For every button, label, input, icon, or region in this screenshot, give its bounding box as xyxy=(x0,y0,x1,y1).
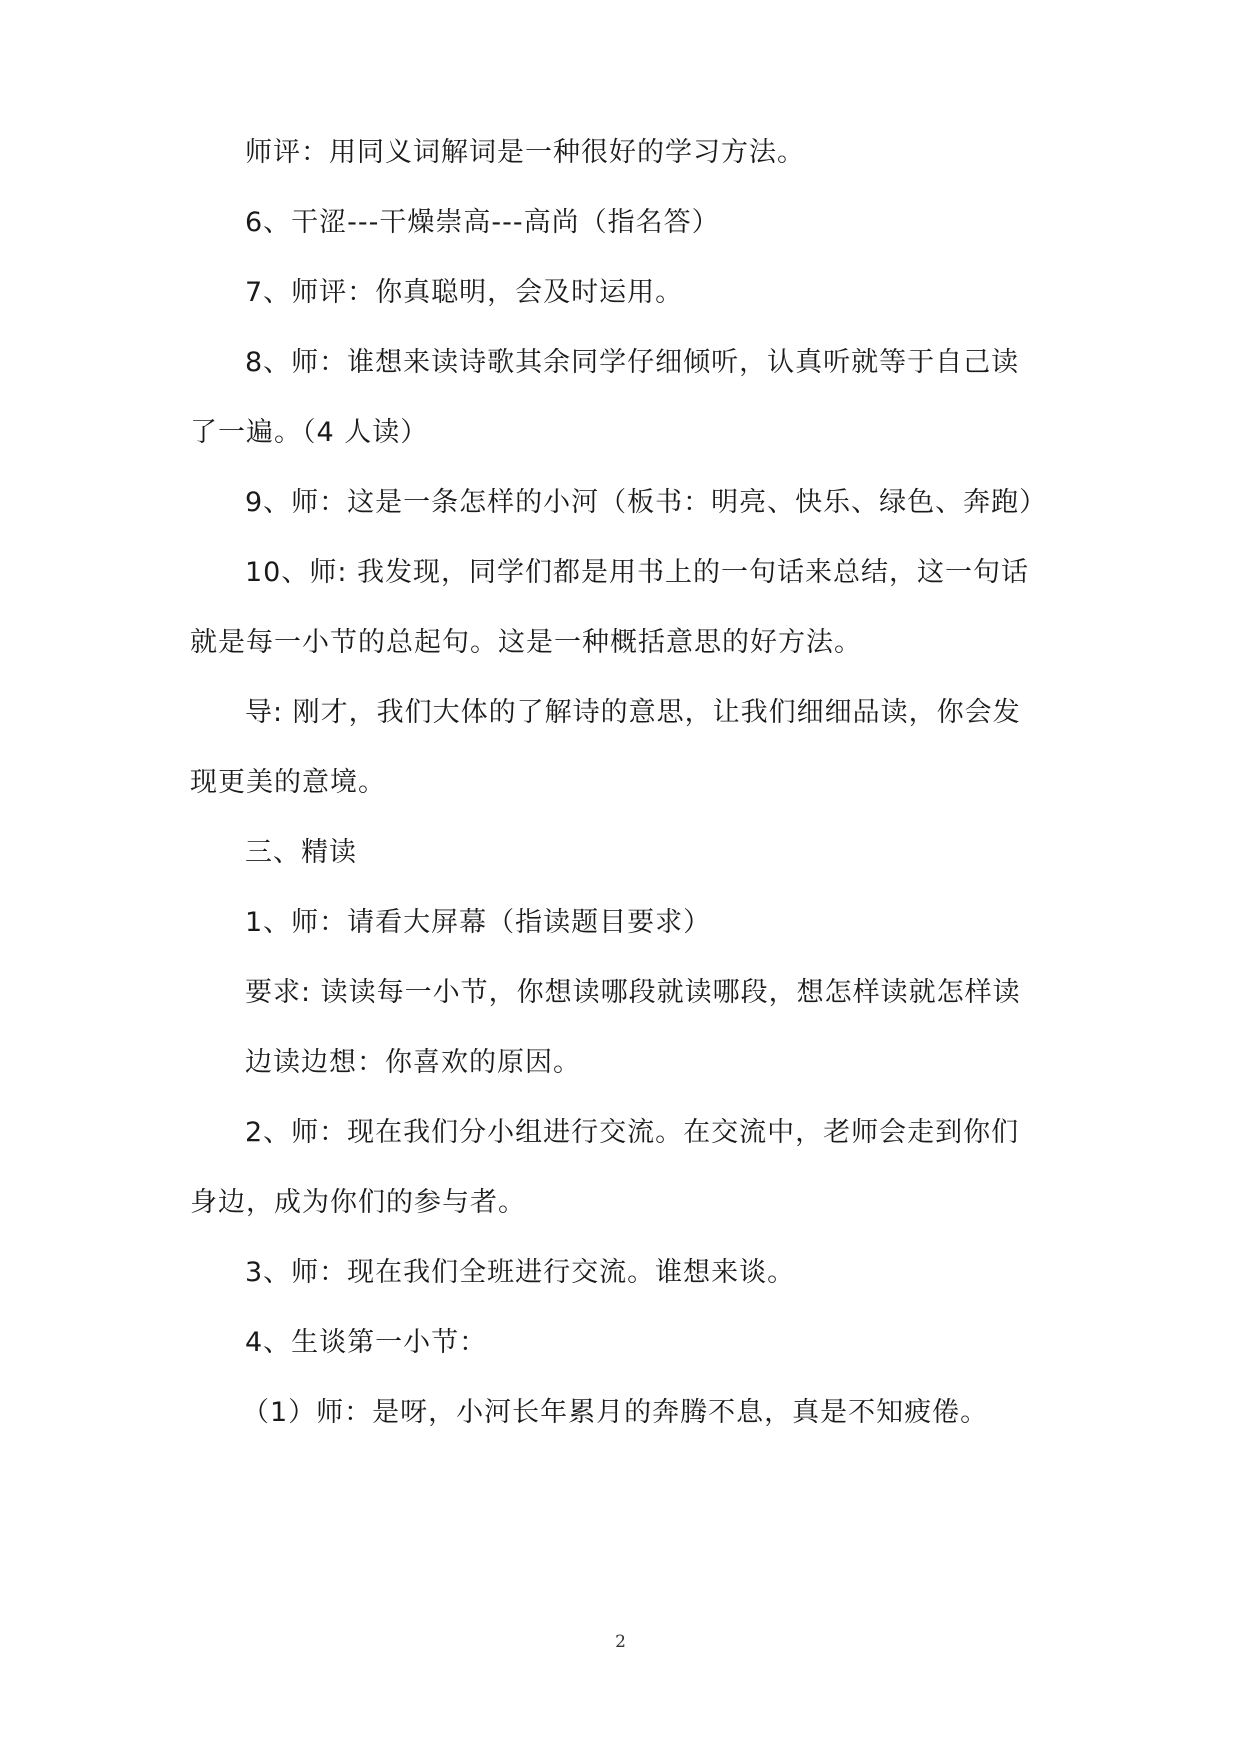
text-line: 边读边想：你喜欢的原因。 xyxy=(245,1047,581,1078)
text-line: （1）师：是呀，小河长年累月的奔腾不息，真是不知疲倦。 xyxy=(242,1397,989,1428)
text-line: 就是每一小节的总起句。这是一种概括意思的好方法。 xyxy=(190,627,862,658)
text-line: 10、师: 我发现，同学们都是用书上的一句话来总结，这一句话 xyxy=(245,557,1030,588)
text-line: 要求: 读读每一小节，你想读哪段就读哪段，想怎样读就怎样读 xyxy=(245,977,1021,1008)
text-line: 8、师：谁想来读诗歌其余同学仔细倾听，认真听就等于自己读 xyxy=(245,347,1020,378)
text-line: 2、师：现在我们分小组进行交流。在交流中，老师会走到你们 xyxy=(245,1117,1020,1148)
text-line: 导: 刚才，我们大体的了解诗的意思，让我们细细品读，你会发 xyxy=(245,697,1021,728)
text-line: 9、师：这是一条怎样的小河（板书：明亮、快乐、绿色、奔跑） xyxy=(245,487,1048,518)
text-line: 了一遍。（4 人读） xyxy=(190,417,429,448)
page-number: 2 xyxy=(615,1632,626,1652)
text-line: 4、生谈第一小节： xyxy=(245,1327,488,1358)
text-line: 师评：用同义词解词是一种很好的学习方法。 xyxy=(245,137,805,168)
text-line: 现更美的意境。 xyxy=(190,767,386,798)
text-line: 1、师：请看大屏幕（指读题目要求） xyxy=(245,907,712,938)
text-line: 身边，成为你们的参与者。 xyxy=(190,1187,526,1218)
text-line: 3、师：现在我们全班进行交流。谁想来谈。 xyxy=(245,1257,796,1288)
section-heading: 三、精读 xyxy=(245,837,357,868)
text-line: 7、师评：你真聪明，会及时运用。 xyxy=(245,277,684,308)
text-line: 6、干涩---干燥崇高---高尚（指名答） xyxy=(245,207,720,238)
